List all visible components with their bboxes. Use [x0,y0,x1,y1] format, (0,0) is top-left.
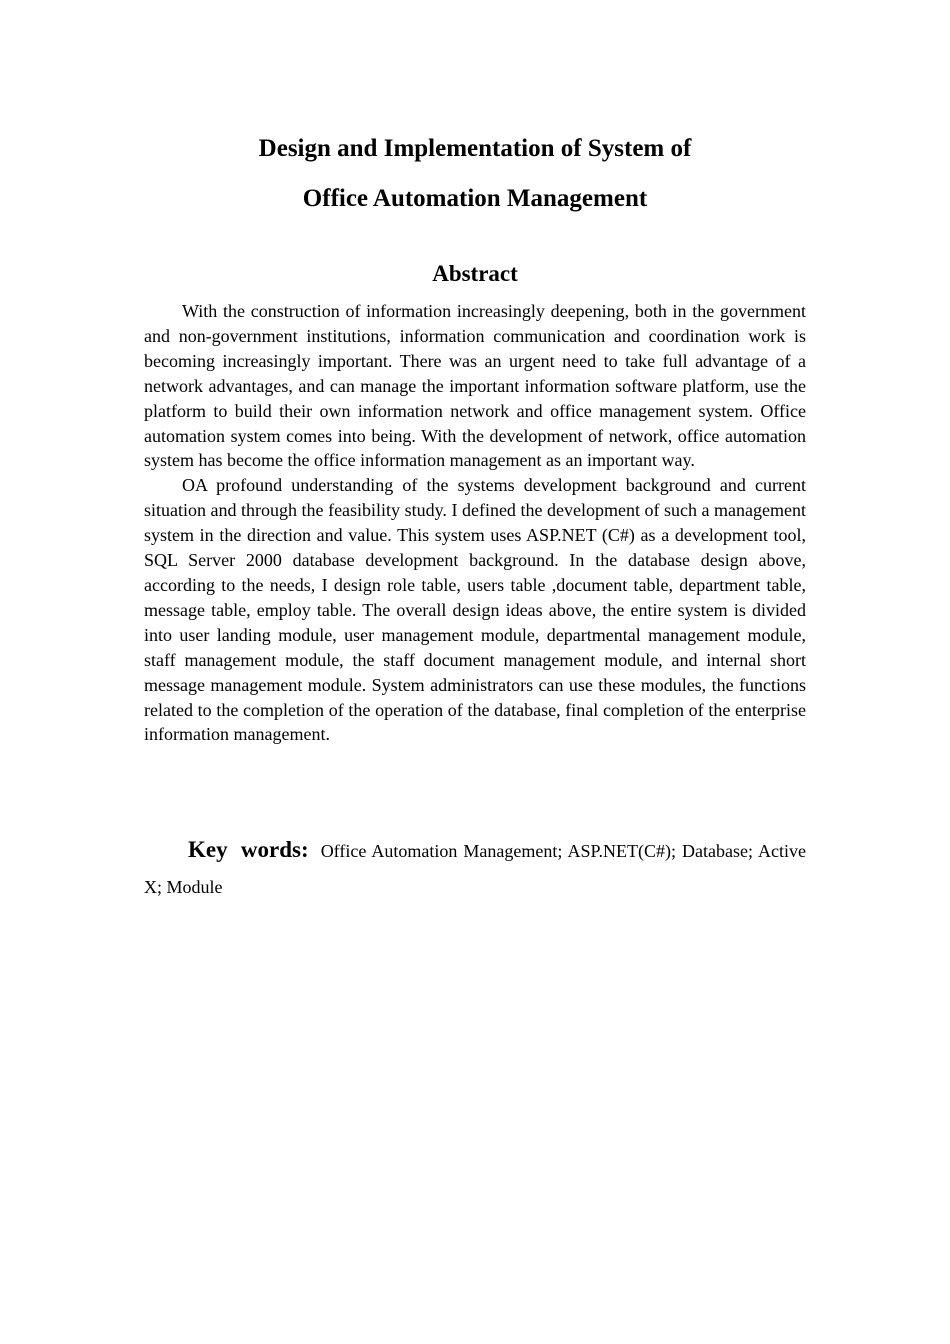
abstract-paragraph-2: OA profound understanding of the systems development background and current situation and through the feasibility study. I defined the development of such a management system in the direction and value. This system uses ASP.NET (C#) as a development tool, SQL Server 2000 database development background. In the database design above, according to the needs, I design role table, users table ,document table, department table, message table, employ table. The overall design ideas above, the entire system is divided into user landing module, user management module, departmental management module, staff management module, the staff document management module, and internal short message management module. System administrators can use these modules, the functions related to the completion of the operation of the database, final completion of the enterprise information management. [144,475,806,745]
keywords-text: Office Automation Management; ASP.NET(C#); Database; Active X; Module [144,841,806,897]
abstract-body [144,299,806,747]
title-line-1: Design and Implementation of System of [258,135,692,162]
keywords-section [144,832,806,905]
keywords-colon: : [300,837,309,862]
abstract-paragraph-1: With the construction of information increasingly deepening, both in the government and non-government institutions, information communication and coordination work is becoming increasingly important. There was an urgent need to take full advantage of a network advantages, and can manage the important information software platform, use the platform to build their own information network and office management system. Office automation system comes into being. With the development of network, office automation system has become the office information management as an important way. [144,301,806,471]
title-line-2: Office Automation Management [302,185,648,212]
keywords-label: Key words [188,837,301,862]
abstract-heading: Abstract [432,261,518,286]
